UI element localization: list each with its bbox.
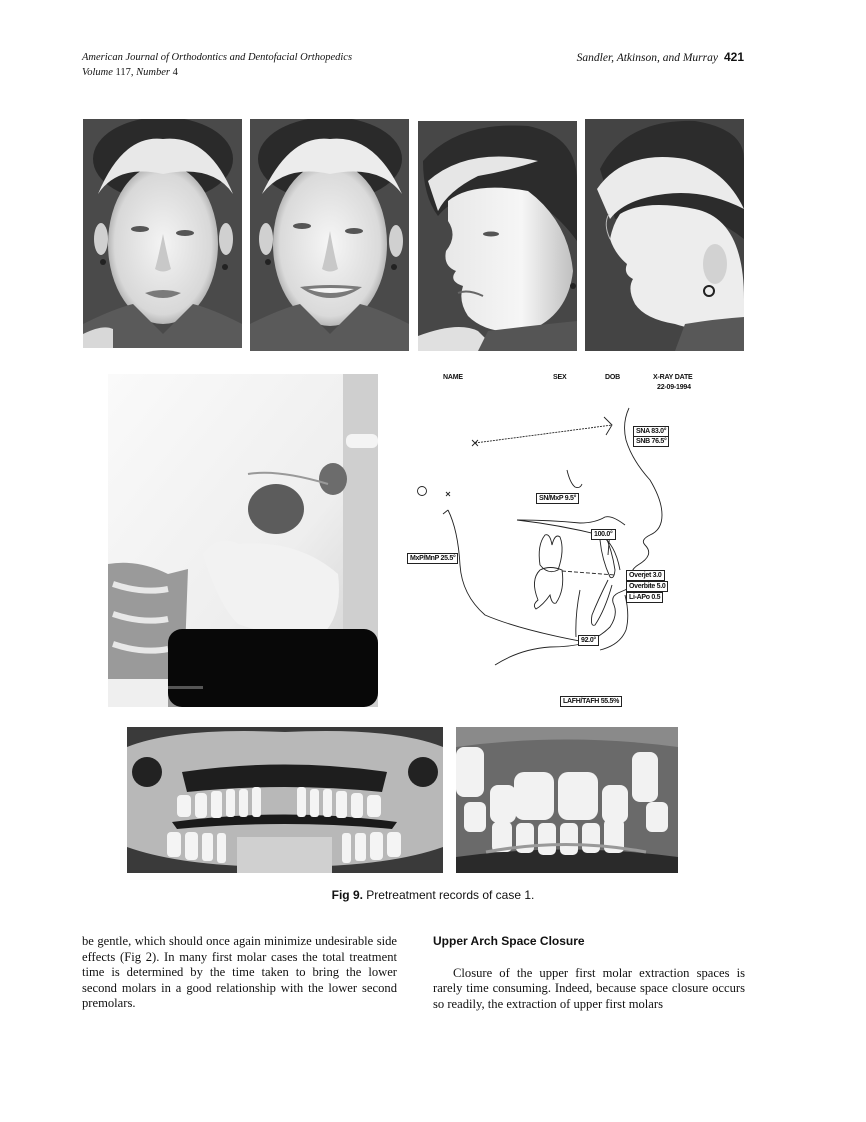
- body-paragraph: Closure of the upper first molar extraction spaces is rarely time consuming. Indeed, because space closure occurs so readily, the extraction of upper first molars: [433, 965, 745, 1011]
- body-paragraph: be gentle, which should once again minimize undesirable side effects (Fig 2). In many first molar cases the total treatment time is determined by the time taken to bring the lower second molars in a good relationship with the lower second premolars.: [82, 934, 397, 1010]
- figure-label: Fig 9.: [331, 888, 363, 902]
- tracing-xray-date: 22-09-1994: [657, 384, 691, 391]
- authors: Sandler, Atkinson, and Murray: [576, 52, 718, 64]
- lateral-cephalogram: [108, 374, 378, 707]
- label-sn-mxp: SN/MxP 9.5°: [536, 493, 579, 504]
- label-mxp-mnp: MxP/MnP 25.5°: [407, 553, 458, 564]
- tracing-sex-label: SEX: [553, 374, 567, 381]
- body-column-right: [433, 934, 745, 1012]
- page-number: 421: [723, 50, 744, 64]
- figure-caption-text: Pretreatment records of case 1.: [362, 888, 535, 902]
- photo-frontal-rest: [83, 119, 242, 348]
- label-snb: SNB 76.5°: [633, 436, 669, 447]
- cephalometric-tracing: [400, 365, 730, 710]
- label-lafh-tafh: LAFH/TAFH 55.5%: [560, 696, 622, 707]
- label-sna: SNA 83.0°: [633, 426, 669, 437]
- running-header-authors: [577, 50, 744, 64]
- panoramic-radiograph: [127, 727, 443, 873]
- photo-three-quarter-profile: [418, 121, 577, 351]
- label-lower-incisor-angle: 92.0°: [578, 635, 599, 646]
- body-column-left: [82, 934, 397, 1012]
- photo-lateral-profile: [585, 119, 744, 351]
- label-overjet: Overjet 3.0: [626, 570, 665, 581]
- label-overbite: Overbite 5.0: [626, 581, 668, 592]
- photo-frontal-smile: [250, 119, 409, 351]
- label-upper-incisor-angle: 100.0°: [591, 529, 616, 540]
- tracing-xray-date-label: X-RAY DATE: [653, 374, 693, 381]
- tracing-dob-label: DOB: [605, 374, 620, 381]
- journal-title: American Journal of Orthodontics and Dentofacial Orthopedics: [82, 52, 353, 63]
- figure-caption: [0, 888, 866, 902]
- tracing-name-label: NAME: [443, 374, 463, 381]
- running-header-journal: [82, 50, 352, 80]
- intraoral-photograph: [456, 727, 678, 873]
- journal-volume: Volume 117, Number 4: [82, 67, 178, 78]
- section-heading: Upper Arch Space Closure: [433, 934, 585, 948]
- label-li-apo: Li-APo 0.5: [626, 592, 663, 603]
